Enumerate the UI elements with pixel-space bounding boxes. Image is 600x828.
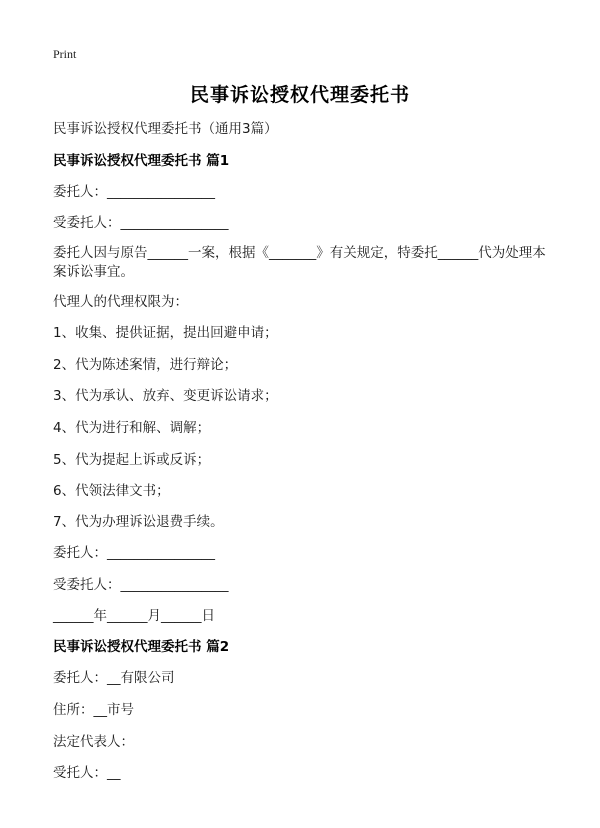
document-title: 民事诉讼授权代理委托书 xyxy=(189,84,410,106)
section2-client-field: 委托人：__有限公司 xyxy=(53,670,175,686)
power-item: 4、代为进行和解、调解； xyxy=(53,420,211,436)
section1-powers-intro: 代理人的代理权限为： xyxy=(53,294,188,310)
section2-address-field: 住所：__市号 xyxy=(53,702,134,718)
section1-heading: 民事诉讼授权代理委托书 篇1 xyxy=(53,153,230,169)
power-item: 1、收集、提供证据，提出回避申请； xyxy=(53,325,278,341)
section1-agent-field: 受委托人：________________ xyxy=(53,215,229,231)
section2-heading: 民事诉讼授权代理委托书 篇2 xyxy=(53,639,230,655)
section1-date: ______年______月______日 xyxy=(53,608,215,624)
document-subtitle: 民事诉讼授权代理委托书（通用3篇） xyxy=(53,121,278,137)
section2-legal-rep-field: 法定代表人： xyxy=(53,734,134,750)
section1-client-field: 委托人：________________ xyxy=(53,184,215,200)
section1-sign-agent: 受委托人：________________ xyxy=(53,577,229,593)
power-item: 3、代为承认、放弃、变更诉讼请求； xyxy=(53,388,278,404)
power-item: 6、代领法律文书； xyxy=(53,483,170,499)
section2-agent-field: 受托人：__ xyxy=(53,765,121,781)
section1-body-paragraph: 委托人因与原告______一案，根据《_______》有关规定，特委托______代为处理本案诉讼事宜。 xyxy=(53,245,546,280)
power-item: 7、代为办理诉讼退费手续。 xyxy=(53,514,224,530)
power-item: 2、代为陈述案情，进行辩论； xyxy=(53,357,238,373)
print-label: Print xyxy=(53,47,77,61)
section1-sign-client: 委托人：________________ xyxy=(53,545,215,561)
power-item: 5、代为提起上诉或反诉； xyxy=(53,452,211,468)
